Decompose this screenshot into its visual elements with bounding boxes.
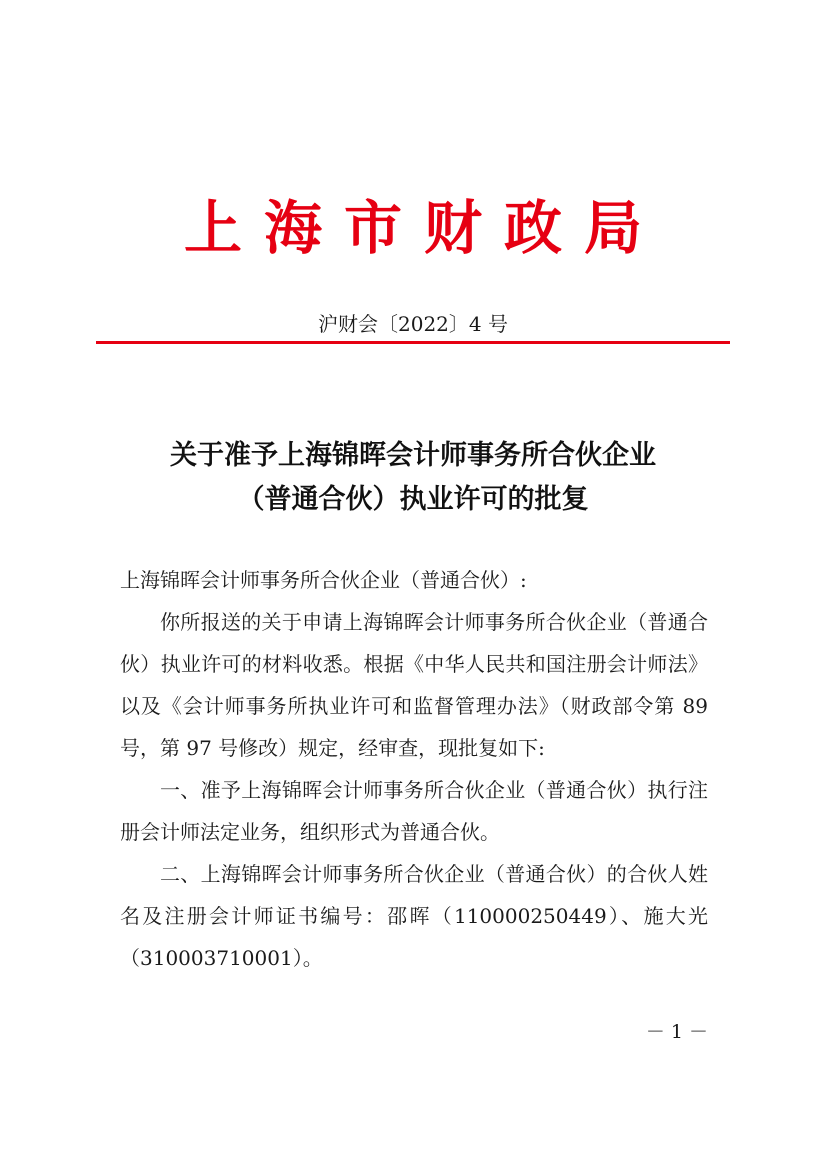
body-paragraph-3: 二、上海锦晖会计师事务所合伙企业（普通合伙）的合伙人姓名及注册会计师证书编号：邵晖（110000250449）、施大光（310003710001）。 — [120, 862, 708, 970]
salutation: 上海锦晖会计师事务所合伙企业（普通合伙）: — [120, 568, 527, 592]
red-divider — [96, 341, 730, 344]
title-line-2: （普通合伙）执业许可的批复 — [237, 484, 589, 515]
page-number: － 1 － — [645, 1021, 708, 1043]
title-line-1: 关于准予上海锦晖会计师事务所合伙企业 — [170, 440, 656, 471]
document-title — [96, 434, 730, 522]
document-body — [120, 559, 708, 979]
document-number: 沪财会〔2022〕4 号 — [318, 312, 508, 336]
issuer-masthead: 上海市财政局 — [183, 194, 664, 262]
body-paragraph-1: 你所报送的关于申请上海锦晖会计师事务所合伙企业（普通合伙）执业许可的材料收悉。根据《中华人民共和国注册会计师法》以及《会计师事务所执业许可和监督管理办法》（财政部令第 89 号，第 97 号修改）规定，经审查，现批复如下: — [120, 610, 708, 760]
body-paragraph-2: 一、准予上海锦晖会计师事务所合伙企业（普通合伙）执行注册会计师法定业务，组织形式为普通合伙。 — [120, 778, 708, 844]
